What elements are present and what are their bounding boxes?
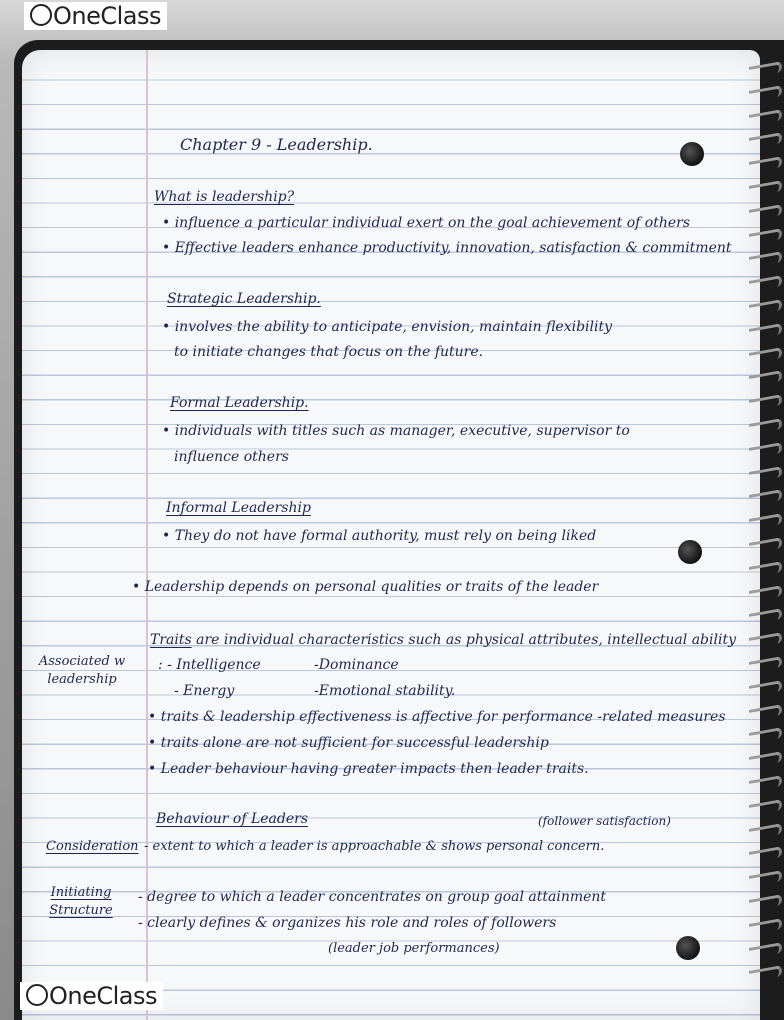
logo-text-bottom: OneClass — [49, 982, 158, 1010]
spiral-coil — [749, 204, 782, 221]
label-initiating-structure — [36, 884, 126, 920]
spiral-coil — [749, 823, 782, 840]
spiral-coil — [749, 585, 782, 602]
spiral-coil — [749, 156, 782, 173]
spiral-coil — [749, 85, 782, 102]
spiral-coil — [749, 846, 782, 863]
bullet-traits-alone: • traits alone are not sufficient for successful leadership — [148, 735, 549, 751]
bullet-traits-effectiveness: • traits & leadership effectiveness is affective for performance -related measures — [148, 709, 726, 725]
spiral-coil — [749, 965, 782, 982]
side-note-line-2: leadership — [47, 672, 117, 687]
label-structure: Structure — [49, 903, 113, 918]
logo-mark-icon — [30, 4, 52, 26]
trait-dominance: -Dominance — [314, 657, 399, 673]
spiral-coil — [749, 323, 782, 340]
spiral-coil — [749, 918, 782, 935]
heading-informal-leadership: Informal Leadership — [166, 500, 311, 516]
bullet-influence: • influence a particular individual exert on the goal achievement of others — [162, 215, 691, 231]
heading-formal-leadership: Formal Leadership. — [170, 395, 309, 411]
spiral-coil — [749, 61, 782, 78]
bullet-strategic-1: • involves the ability to anticipate, envision, maintain flexibility — [162, 319, 613, 335]
watermark-logo-bottom — [20, 982, 163, 1010]
margin-line — [146, 50, 148, 1020]
spiral-coil — [749, 442, 782, 459]
spiral-coil — [749, 942, 782, 959]
spiral-coil — [749, 632, 782, 649]
spiral-coil — [749, 180, 782, 197]
punch-hole-middle — [678, 540, 702, 564]
bullet-informal-1: • They do not have formal authority, must rely on being liked — [162, 528, 597, 544]
initiating-line-2: - clearly defines & organizes his role and roles of followers — [138, 915, 557, 931]
label-initiating: Initiating — [50, 885, 112, 900]
spiral-coil — [749, 513, 782, 530]
bullet-formal-1: • individuals with titles such as manager, executive, supervisor to — [162, 423, 630, 439]
spiral-coil — [749, 489, 782, 506]
spiral-coil — [749, 275, 782, 292]
spiral-coil — [749, 228, 782, 245]
logo-text-top: OneClass — [53, 2, 162, 30]
spiral-coil — [749, 656, 782, 673]
bullet-effective-leaders: • Effective leaders enhance productivity, innovation, satisfaction & commitment — [162, 240, 732, 256]
bullet-leadership-depends: • Leadership depends on personal qualities or traits of the leader — [132, 579, 599, 595]
heading-what-is-leadership: What is leadership? — [154, 189, 295, 205]
spiral-coil — [749, 299, 782, 316]
label-consideration: Consideration — [46, 839, 139, 854]
spiral-binding — [744, 64, 784, 1020]
heading-strategic-leadership: Strategic Leadership. — [167, 291, 321, 307]
punch-hole-top — [680, 142, 704, 166]
spiral-coil — [749, 370, 782, 387]
consideration-text: - extent to which a leader is approachable & shows personal concern. — [144, 839, 605, 854]
spiral-coil — [749, 775, 782, 792]
trait-intelligence: : - Intelligence — [158, 657, 261, 673]
bullet-leader-behaviour: • Leader behaviour having greater impacts then leader traits. — [148, 761, 589, 777]
spiral-coil — [749, 394, 782, 411]
aside-follower-satisfaction: (follower satisfaction) — [538, 814, 671, 828]
spiral-coil — [749, 561, 782, 578]
spiral-coil — [749, 870, 782, 887]
heading-behaviour-of-leaders: Behaviour of Leaders — [156, 811, 309, 827]
spiral-coil — [749, 466, 782, 483]
spiral-coil — [749, 727, 782, 744]
spiral-coil — [749, 418, 782, 435]
page-title: Chapter 9 - Leadership. — [180, 135, 373, 154]
logo-mark-icon — [26, 984, 48, 1006]
spiral-coil — [749, 608, 782, 625]
initiating-line-1: - degree to which a leader concentrates on group goal attainment — [138, 889, 607, 905]
bullet-strategic-2: to initiate changes that focus on the future. — [174, 344, 484, 360]
spiral-coil — [749, 347, 782, 364]
trait-energy: - Energy — [174, 683, 235, 699]
traits-definition-text: are individual characteristics such as physical attributes, intellectual ability — [196, 632, 736, 648]
spiral-coil — [749, 680, 782, 697]
side-note-line-1: Associated w — [38, 654, 126, 669]
spiral-coil — [749, 799, 782, 816]
spiral-coil — [749, 109, 782, 126]
trait-emotional-stability: -Emotional stability. — [314, 683, 456, 699]
spiral-coil — [749, 537, 782, 554]
bullet-formal-2: influence others — [174, 449, 289, 465]
traits-definition — [150, 629, 736, 651]
notebook-page — [22, 50, 760, 1020]
spiral-coil — [749, 751, 782, 768]
watermark-logo-top — [24, 2, 167, 30]
spiral-coil — [749, 894, 782, 911]
aside-leader-job-performances: (leader job performances) — [328, 941, 500, 956]
punch-hole-bottom — [676, 936, 700, 960]
traits-keyword: Traits — [150, 632, 192, 648]
spiral-coil — [749, 251, 782, 268]
spiral-coil — [749, 704, 782, 721]
side-note-associated — [32, 653, 132, 689]
spiral-coil — [749, 132, 782, 149]
